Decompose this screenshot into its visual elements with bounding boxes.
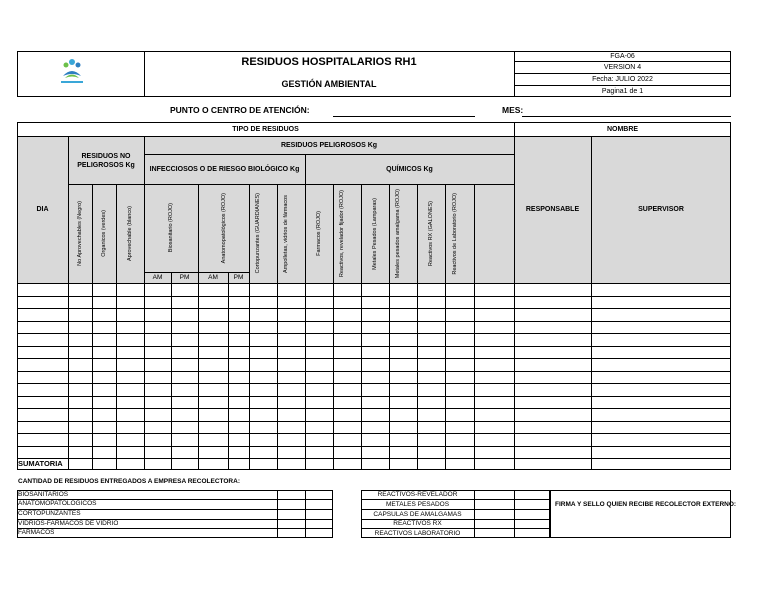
footer-heading: CANTIDAD DE RESIDUOS ENTREGADOS A EMPRESA RECOLECTORA: [18,478,240,485]
peligrosos-header: RESIDUOS PELIGROSOS Kg [280,141,378,149]
mid-item: METALES PESADOS [385,500,450,508]
mid-item: REACTIVOS LABORATORIO [374,529,461,537]
left-item: FARMACOS [18,529,55,536]
dia-header: DIA [36,206,49,213]
col-cortopunzantes: Cortopunzantes (GUARDIANES) [255,193,261,274]
left-item: ANATOMOPATOLÓGICOS [18,500,97,507]
no-peligrosos-header: RESIDUOS NO PELIGROSOS Kg [77,153,135,169]
pm-label: PM [233,274,244,281]
col-reactivos-lab: Reactivos de Laboratorio (ROJO) [451,192,458,275]
col-reactivos-fijador: Reactivos, revelador fijador (ROJO) [339,189,345,278]
mid-item: REACTIVOS RX [393,520,442,527]
document-page: Pagina1 de 1 [601,87,644,95]
am-label: AM [208,274,218,281]
pm-label: PM [179,274,190,281]
nombre-header: NOMBRE [606,125,639,133]
left-item: BIOSANITARIOS [18,491,69,498]
col-anatomopatologicos: Anatomopatológicos (ROJO) [220,192,227,264]
document-title: RESIDUOS HOSPITALARIOS RH1 [241,56,417,68]
document-subtitle: GESTIÓN AMBIENTAL [281,79,377,89]
document-version: VERSION 4 [603,63,642,71]
col-ampolletas: Ampolletas, vidrios de fármacos [283,194,289,273]
supervisor-header: SUPERVISOR [638,206,684,213]
responsable-header: RESPONSABLE [525,206,580,213]
col-reactivos-rx: Reactivos RX (GALONES) [428,200,434,267]
left-item: CORTOPUNZANTES [18,510,81,517]
quimicos-header: QUÍMICOS Kg [386,165,433,173]
col-organicos: Organicos (verdes) [101,210,107,257]
signature-box[interactable] [550,490,731,538]
left-item: VIDRIOS-FARMACOS DE VIDRIO [18,520,119,527]
infecciosos-header: INFECCIOSOS O DE RIESGO BIOLÓGICO Kg [149,165,300,173]
mes-label: MES: [502,105,524,115]
col-metales-amalgama: Metales pesados amalgama (ROJO) [395,188,401,279]
col-no-aprovechables: No Aprovechables (Negro) [77,201,83,266]
point-field[interactable] [333,116,475,117]
am-label: AM [152,274,163,281]
mid-item: CAPSULAS DE AMALGAMAS [373,510,462,518]
sumatoria-label: SUMATORIA [18,459,63,468]
mes-field[interactable] [522,116,731,117]
col-farmacos: Farmacos (ROJO) [316,211,322,256]
col-biosanitario: Biosanitario (ROJO) [168,203,174,253]
document-code: FGA-06 [610,52,635,60]
tipo-residuos-header: TIPO DE RESIDUOS [232,125,299,133]
point-label: PUNTO O CENTRO DE ATENCIÓN: [170,105,310,115]
logo [55,56,89,88]
signature-label: FIRMA Y SELLO QUIEN RECIBE RECOLECTOR EXTERNO: [555,501,737,508]
col-metales: Metales Pesados (Lamparas) [372,197,378,270]
mid-item: REACTIVOS-REVELADOR [377,491,458,498]
document-date: Fecha: JULIO 2022 [592,75,653,83]
col-aprovechable: Aprovechable (blanco) [127,205,133,262]
